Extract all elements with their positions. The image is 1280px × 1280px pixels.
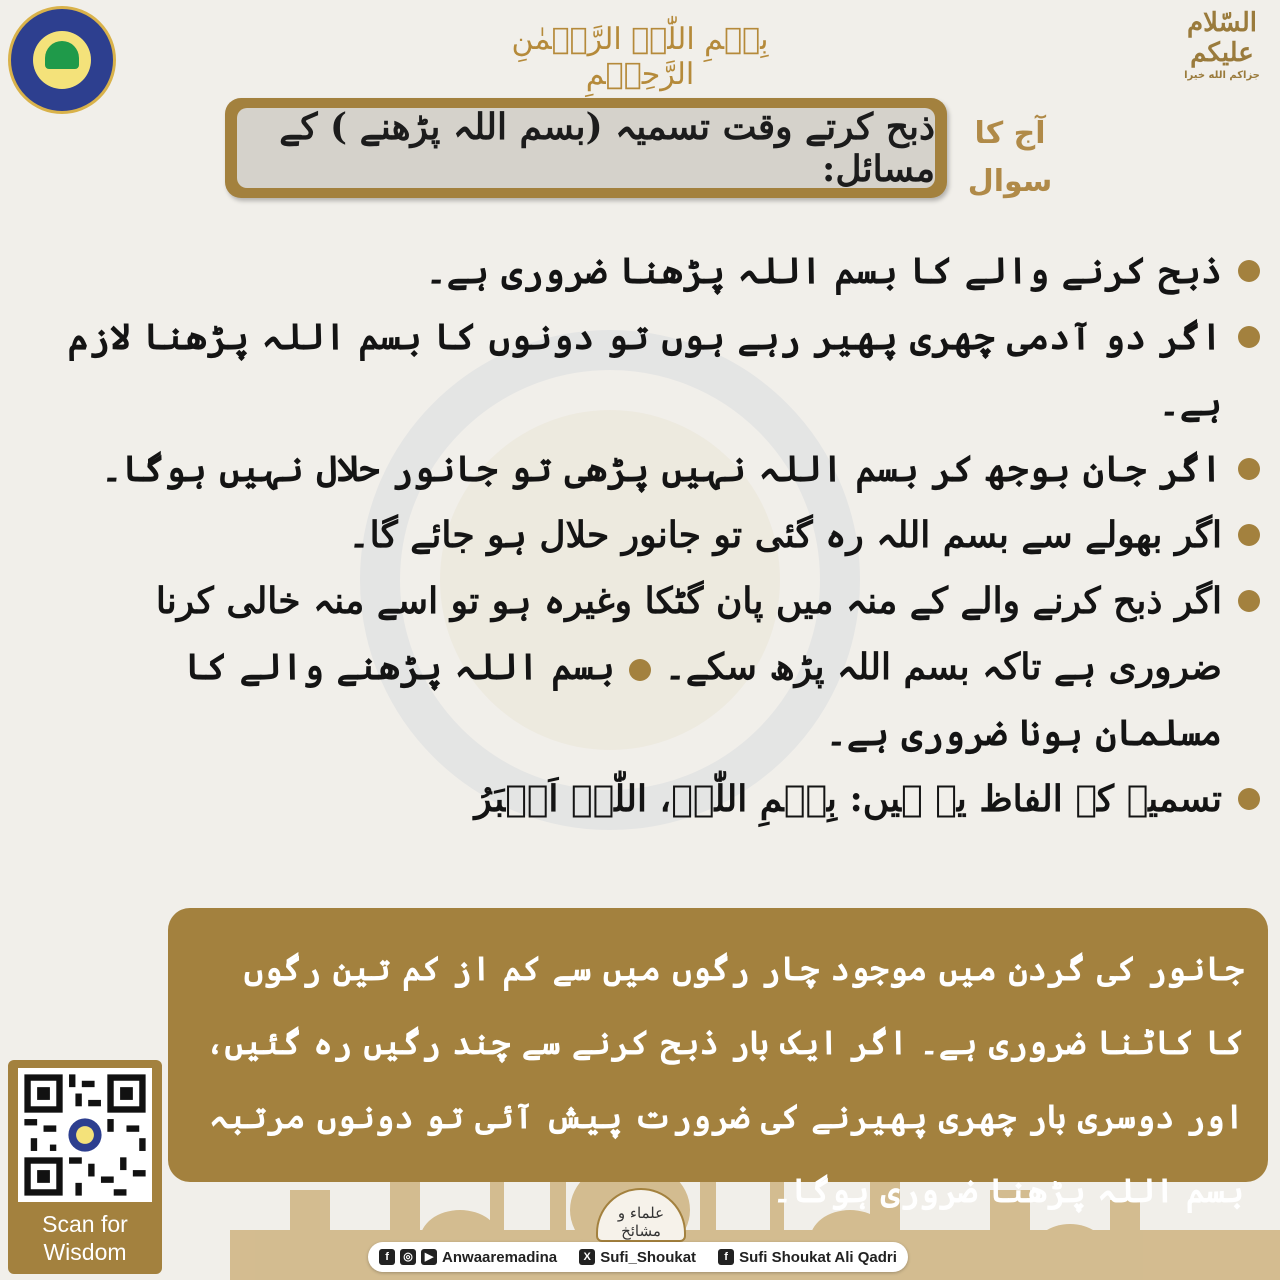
- organization-logo: [8, 6, 116, 114]
- list-item: [60, 238, 1260, 304]
- salam-subtext: جزاكم الله خيرا: [1184, 70, 1260, 81]
- note-panel: [168, 908, 1268, 1210]
- list-item: [60, 502, 1260, 568]
- page-title: ذبح کرتے وقت تسمیہ (بسم اللہ پڑھنے ) کے مسائل:: [237, 108, 935, 188]
- bullet-dot-icon: [1238, 326, 1260, 348]
- list-item-text: تسمیہ کے الفاظ یہ ہیں: بِسۡمِ اللّٰہِ، اللّٰہُ اَکۡبَرُ: [474, 778, 1222, 820]
- green-dome-icon: [45, 41, 79, 69]
- qr-code-icon[interactable]: [18, 1068, 152, 1202]
- facebook-icon: f: [379, 1249, 395, 1265]
- bullet-dot-icon: [1238, 260, 1260, 282]
- social-footer: [368, 1242, 908, 1272]
- list-item: [60, 568, 1260, 766]
- youtube-icon: ▶: [421, 1249, 437, 1265]
- qr-panel[interactable]: [8, 1060, 162, 1274]
- bullet-dot-icon: [1238, 590, 1260, 612]
- list-item-text: اگر دو آدمی چھری پھیر رہے ہوں تو دونوں کا بسم اللہ پڑھنا لازم ہے۔: [67, 316, 1222, 424]
- instagram-icon: ◎: [400, 1249, 416, 1265]
- logo-center: [33, 31, 91, 89]
- social-handle-text: Sufi Shoukat Ali Qadri: [739, 1248, 897, 1266]
- note-text: جانور کی گردن میں موجود چار رگوں میں سے کم از کم تین رگوں کا کاٹنا ضروری ہے۔ اگر ایک بار ذبح کرنے سے چند رگیں رہ گئیں، اور دوسری بار چھری پھیرنے کی ضرورت پیش آئی تو دونوں مرتبہ بسم اللہ پڑھنا ضروری ہوگا۔: [205, 949, 1244, 1210]
- social-handle-text: Sufi_Shoukat: [600, 1248, 697, 1266]
- qr-label: Scan for Wisdom: [42, 1211, 128, 1265]
- bullet-dot-icon: [1238, 458, 1260, 480]
- salam-greeting: السّلام علیکم: [1187, 8, 1257, 68]
- list-item-text: اگر جان بوجھ کر بسم اللہ نہیں پڑھی تو جانور حلال نہیں ہوگا۔: [101, 448, 1222, 490]
- rules-list: [60, 238, 1260, 832]
- bullet-dot-icon: [629, 659, 651, 681]
- facebook-icon: f: [718, 1249, 734, 1265]
- emblem-logo: علماء و مشائخ: [596, 1188, 686, 1242]
- social-handle-text: Anwaaremadina: [442, 1248, 558, 1266]
- x-icon: X: [579, 1249, 595, 1265]
- social-handle-x[interactable]: [579, 1249, 696, 1266]
- bullet-dot-icon: [1238, 788, 1260, 810]
- question-of-the-day-label: آج کا سوال: [967, 116, 1053, 199]
- list-item-text: [60, 568, 1222, 766]
- title-banner: [225, 98, 947, 198]
- list-item-text-part: بسم اللہ پڑھنے والے کا مسلمان ہونا ضروری ہے۔: [184, 646, 1222, 754]
- social-handle-facebook[interactable]: [718, 1249, 897, 1266]
- social-handle-anwaaremadina[interactable]: [379, 1249, 557, 1266]
- bullet-dot-icon: [1238, 524, 1260, 546]
- bismillah-heading: بِسۡمِ اللّٰہِ الرَّحۡمٰنِ الرَّحِیۡمِ: [511, 22, 769, 92]
- list-item: [60, 766, 1260, 832]
- list-item-text: اگر بھولے سے بسم اللہ رہ گئی تو جانور حلال ہو جائے گا۔: [348, 514, 1222, 556]
- list-item-text: ذبح کرنے والے کا بسم اللہ پڑھنا ضروری ہے۔: [425, 250, 1222, 292]
- list-item: [60, 304, 1260, 436]
- list-item-text-part: اگر ذبح کرنے والے کے منہ میں پان گٹکا وغیرہ ہو تو اسے منہ خالی کرنا ضروری ہے تاکہ بسم اللہ پڑھ سکے۔: [155, 580, 1222, 688]
- list-item: [60, 436, 1260, 502]
